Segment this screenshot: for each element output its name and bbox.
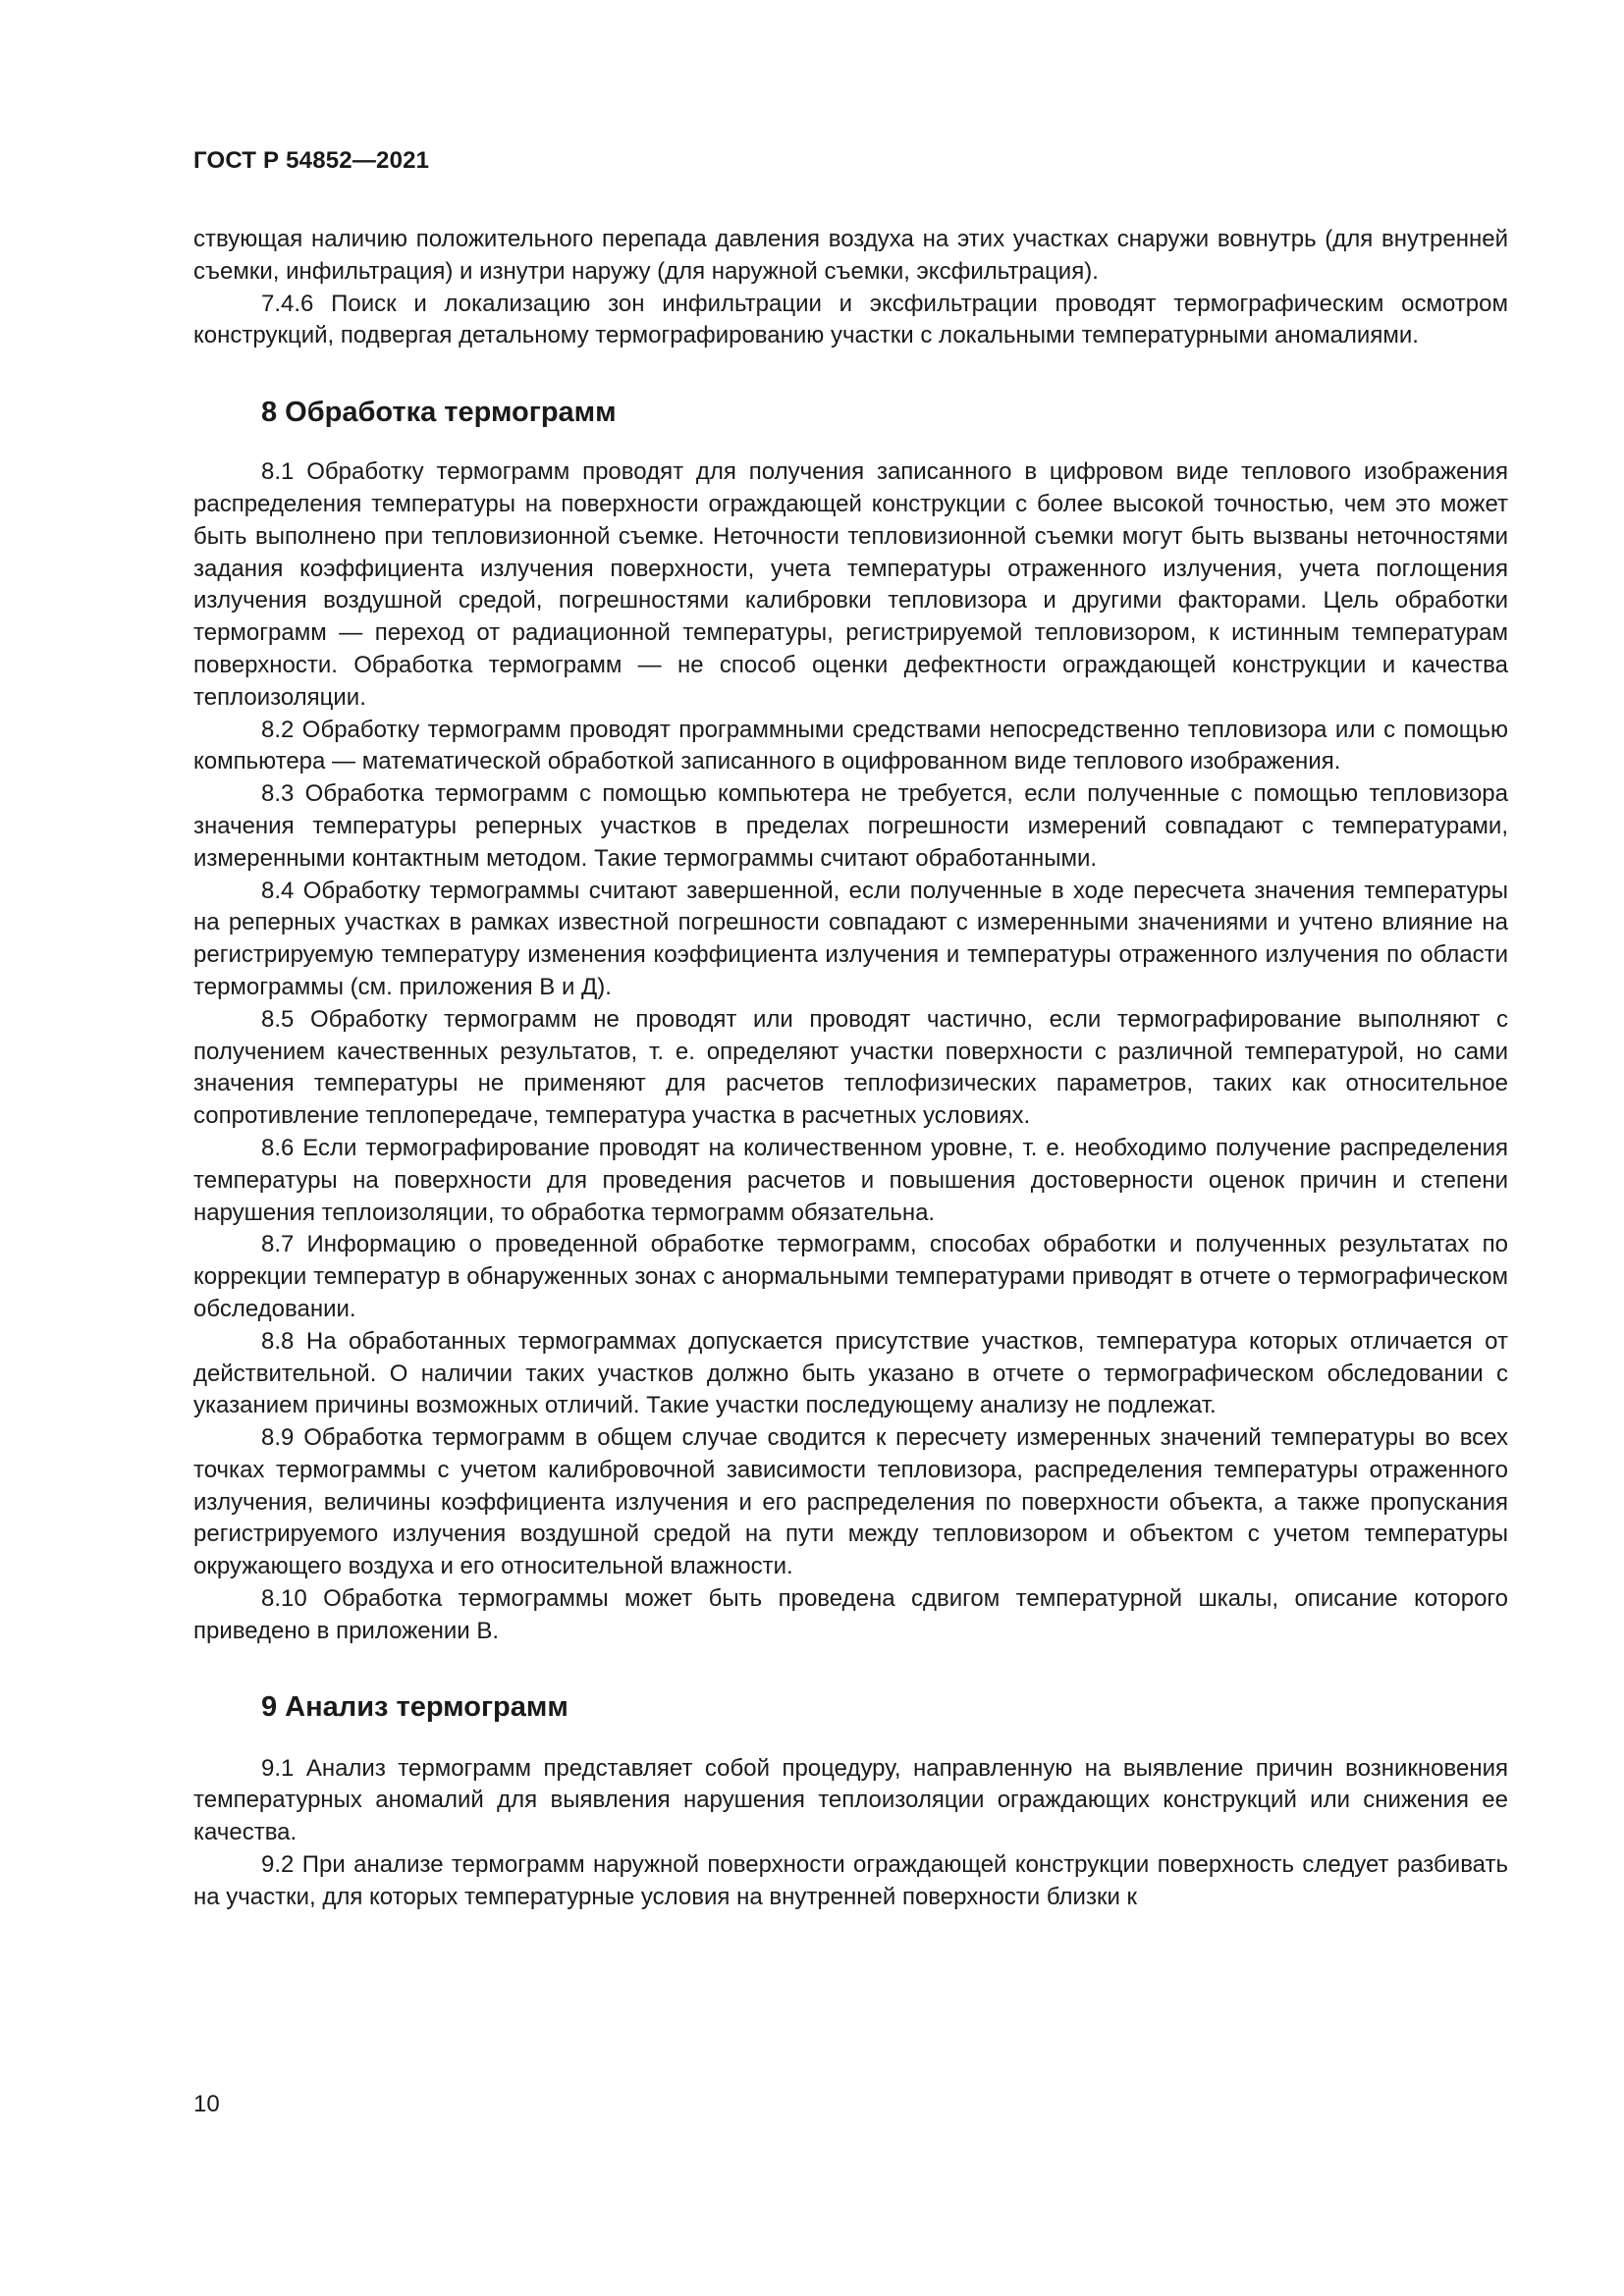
paragraph-9-2: 9.2 При анализе термограмм наружной поверхности ограждающей конструкции поверхность следует разбивать на участки, для которых температурные условия на внутренней поверхности близки к — [193, 1851, 1508, 1910]
paragraph-8-6: 8.6 Если термографирование проводят на количественном уровне, т. е. необходимо получение распределения температуры на поверхности для проведения расчетов и повышения достоверности оценок причин и степени нарушения теплоизоляции, то обработка термограмм обязательна. — [193, 1134, 1508, 1226]
paragraph-8-8: 8.8 На обработанных термограммах допускается присутствие участков, температура которых отличается от действительной. О наличии таких участков должно быть указано в отчете о термографическом обследовании с указанием причины возможных отличий. Такие участки последующему анализу не подлежат. — [193, 1327, 1508, 1419]
paragraph-8-3: 8.3 Обработка термограмм с помощью компьютера не требуется, если полученные с помощью тепловизора значения температуры реперных участков в пределах погрешности измерений совпадают с температурами, измеренными контактным методом. Такие термограммы считают обработанными. — [193, 780, 1508, 872]
page-content — [193, 224, 1508, 1914]
paragraph-8-7: 8.7 Информацию о проведенной обработке термограмм, способах обработки и полученных результатах по коррекции температур в обнаруженных зонах с анормальными температурами приводят в отчете о термографическом обследовании. — [193, 1231, 1508, 1322]
paragraph-9-1: 9.1 Анализ термограмм представляет собой процедуру, направленную на выявление причин возникновения температурных аномалий для выявления нарушения теплоизоляции ограждающих конструкций или снижения ее качества. — [193, 1754, 1508, 1846]
section-9-heading: 9 Анализ термограмм — [261, 1690, 568, 1723]
paragraph-continuation: ствующая наличию положительного перепада давления воздуха на этих участках снаружи вовнутрь (для внутренней съемки, инфильтрация) и изнутри наружу (для наружной съемки, эксфильтрация). — [193, 226, 1508, 285]
page-number: 10 — [193, 2091, 220, 2117]
paragraph-8-9: 8.9 Обработка термограмм в общем случае сводится к пересчету измеренных значений температуры во всех точках термограммы с учетом калибровочной зависимости тепловизора, распределения температуры отраженного излучения, величины коэффициента излучения и его распределения по поверхности объекта, а также пропускания регистрируемого излучения воздушной средой на пути между тепловизором и объектом с учетом температуры окружающего воздуха и его относительной влажности. — [193, 1424, 1508, 1580]
document-code-header: ГОСТ Р 54852—2021 — [193, 147, 430, 174]
paragraph-8-10: 8.10 Обработка термограммы может быть проведена сдвигом температурной шкалы, описание которого приведено в приложении В. — [193, 1585, 1508, 1644]
paragraph-7-4-6: 7.4.6 Поиск и локализацию зон инфильтрации и эксфильтрации проводят термографическим осмотром конструкций, подвергая детальному термографированию участки с локальными температурными аномалиями. — [193, 290, 1508, 349]
paragraph-8-1: 8.1 Обработку термограмм проводят для получения записанного в цифровом виде теплового изображения распределения температуры на поверхности ограждающей конструкции с более высокой точностью, чем это может быть выполнено при тепловизионной съемке. Неточности тепловизионной съемки могут быть вызваны неточностями задания коэффициента излучения поверхности, учета температуры отраженного излучения, учета поглощения излучения воздушной средой, погрешностями калибровки тепловизора и другими факторами. Цель обработки термограмм — переход от радиационной температуры, регистрируемой тепловизором, к истинным температурам поверхности. Обработка термограмм — не способ оценки дефектности ограждающей конструкции и качества теплоизоляции. — [193, 458, 1508, 711]
paragraph-8-4: 8.4 Обработку термограммы считают завершенной, если полученные в ходе пересчета значения температуры на реперных участках в рамках известной погрешности совпадают с измеренными значениями и учтено влияние на регистрируемую температуру изменения коэффициента излучения и температуры отраженного излучения по области термограммы (см. приложения В и Д). — [193, 877, 1508, 1000]
paragraph-8-5: 8.5 Обработку термограмм не проводят или проводят частично, если термографирование выполняют с получением качественных результатов, т. е. определяют участки поверхности с различной температурой, но сами значения температуры не применяют для расчетов теплофизических параметров, таких как относительное сопротивление теплопередаче, температура участка в расчетных условиях. — [193, 1005, 1508, 1130]
paragraph-8-2: 8.2 Обработку термограмм проводят программными средствами непосредственно тепловизора или с помощью компьютера — математической обработкой записанного в оцифрованном виде теплового изображения. — [193, 716, 1508, 775]
section-8-heading: 8 Обработка термограмм — [261, 397, 617, 429]
